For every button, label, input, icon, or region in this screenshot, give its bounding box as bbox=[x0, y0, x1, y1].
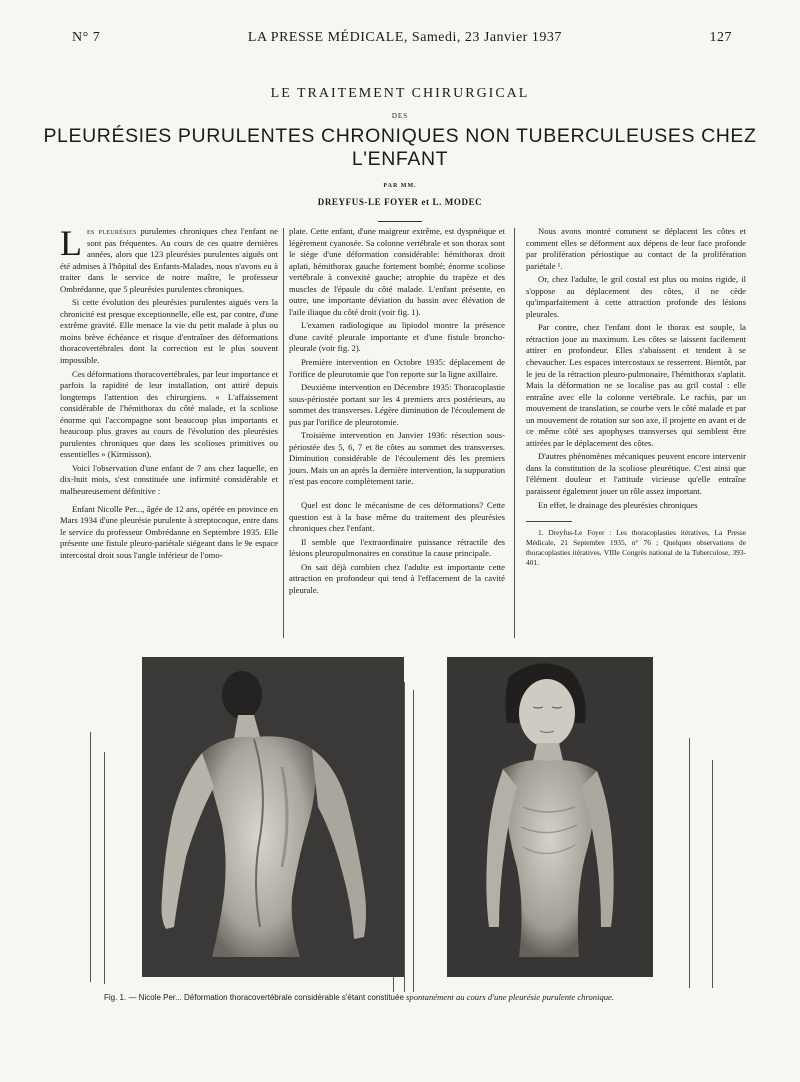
paragraph: Voici l'observation d'une enfant de 7 ans chez laquelle, en dix-huit mois, s'est constituée une infirmité considérable et malheureusement définitive : bbox=[60, 462, 278, 497]
paragraph: Quel est donc le mécanisme de ces déformations? Cette question est à la base même du traitement des pleurésies chroniques chez l'enfant. bbox=[289, 500, 505, 534]
caption-text: Fig. 1. — Nicole Per... Déformation thoracovertébrale considérable s'étant constituée bbox=[104, 993, 404, 1002]
paragraph: L'examen radiologique au lipiodol montre la présence d'une cavité pleurale importante et d'une fistule broncho-pleurale (voir fig. 2). bbox=[289, 320, 505, 354]
paragraph: Ces déformations thoracovertébrales, par leur importance et parfois la rapidité de leur installation, ont attiré depuis longtemps l'attention des chirurgiens. « L'affaissement considérable de l'hémithorax du côté malade, et la scoliose énorme qui l'accompagne sont beaucoup plus importants et beaucoup plus graves au cours de l'évolution des pleurésies purulentes chroniques que dans les scolioses primitives ou essentielles » (Kirmisson). bbox=[60, 368, 278, 460]
paragraph-text: purulentes chroniques chez l'enfant ne sont pas fréquentes. Au cours de ces quatre dernières années, alors que 123 pleurésies purulentes aiguës ont été admises à l'hôpital des Enfants-Malades, nous n'avons eu à traiter dans le service de notre maître, le professeur Ombrédanne, que 5 pleurésies purulentes chroniques. bbox=[60, 226, 278, 294]
figure-caption bbox=[104, 992, 724, 1002]
paragraph: En effet, le drainage des pleurésies chroniques bbox=[538, 499, 698, 510]
paragraph: Première intervention en Octobre 1935: déplacement de l'orifice de pleurotomie que l'on reporte sur la ligne axillaire. bbox=[289, 357, 505, 379]
paragraph: D'autres phénomènes mécaniques peuvent encore intervenir dans la constitution de la scoliose pleurétique. C'est ainsi que l'élément douleur et l'attitude vicieuse qu'elle entraîne paraissent également jouer un rôle assez important. bbox=[526, 451, 746, 497]
footnote: 1. Dreyfus-Le Foyer : Les thoracoplasties itératives, La Presse Médicale, 21 Septembre 1935, n° 76 ; Quelques observations de thoracoplasties itératives. VIIIe Congrès national de la Tuberculose, 393-401. bbox=[526, 528, 746, 568]
by-line-label: PAR MM. bbox=[383, 183, 417, 189]
figure-guide-line bbox=[413, 690, 414, 992]
paragraph: Il semble que l'extraordinaire puissance rétractile des lésions pleuropulmonaires en constitue la cause principale. bbox=[289, 536, 505, 559]
paragraph: Or, chez l'adulte, le gril costal est plus ou moins rigide, il s'oppose au déplacement des côtes, il ne cède qu'imparfaitement à cette attraction profonde des lésions pleurales. bbox=[526, 274, 746, 319]
column-divider bbox=[514, 228, 515, 638]
drop-cap: L bbox=[60, 223, 82, 263]
small-caps-lead: es pleurésies bbox=[87, 226, 137, 236]
title-line-1: LE TRAITEMENT CHIRURGICAL bbox=[270, 86, 530, 101]
figure-guide-line bbox=[689, 738, 690, 988]
front-view-figure bbox=[447, 657, 653, 977]
title-rule bbox=[378, 221, 422, 222]
title-des: DES bbox=[391, 112, 409, 120]
page-number: 127 bbox=[709, 30, 732, 45]
text-column-1 bbox=[60, 223, 278, 563]
journal-name: LA PRESSE MÉDICALE, bbox=[247, 30, 408, 45]
caption-italic: spontanément au cours d'une pleurésie purulente chronique. bbox=[403, 992, 615, 1002]
paragraph: Enfant Nicolle Per..., âgée de 12 ans, opérée en province en Mars 1934 d'une pleurésie purulente à streptocoque, entre dans le service du professeur Ombrédanne en Septembre 1935. Elle présente une fistule pleuro-pariétale siégeant dans le 9e espace intercostal droit sous l'angle inférieur de l'omo- bbox=[60, 503, 278, 560]
issue-number: N° 7 bbox=[72, 30, 101, 45]
issue-date: Samedi, 23 Janvier 1937 bbox=[411, 30, 562, 45]
back-view-figure bbox=[142, 657, 404, 977]
paragraph: On sait déjà combien chez l'adulte est importante cette attraction en profondeur qui tend à l'effacement de la cavité pleurale. bbox=[289, 561, 505, 595]
paragraph: Deuxième intervention en Décembre 1935: Thoracoplastie sous-périostée portant sur les 4 premiers arcs postérieurs, au sommet des transverses. Légère diminution de l'écoulement de pus par l'orifice de pleurotomie. bbox=[289, 382, 505, 427]
authors: DREYFUS-LE FOYER et L. MODEC bbox=[317, 197, 483, 207]
footnote-rule bbox=[526, 521, 572, 522]
article-title-block bbox=[40, 86, 760, 222]
column-divider bbox=[283, 228, 284, 638]
paragraph: plate. Cette enfant, d'une maigreur extrême, est dyspnéique et légèrement cyanosée. Sa colonne vertébrale et son thorax sont le siège d'une déformation considérable: hémithorax droit aplati, hémithorax gauche fortement bombé; énorme scoliose vertébrale à convexité gauche; atrophie du trapèze et des muscles de l'épaule du côté malade. L'enfant présente, en outre, une importante déviation du bassin avec élévation de l'aile iliaque du côté droit (voir fig. 1). bbox=[289, 226, 505, 317]
paragraph: Par contre, chez l'enfant dont le thorax est souple, la rétraction joue au maximum. Les côtes se laissent facilement attirer en profondeur. Elles s'abaissent et tendent à se chevaucher. Les espaces intercostaux se resserrent. Bientôt, par le jeu de la rétraction pleuro-pulmonaire, l'hémithorax s'aplatit. Mais la déformation ne se localise pas au gril costal : elle entraîne avec elle la colonne vertébrale. Le rachis, par un mouvement de translation, se courbe vers le côté malade et par un mouvement de rotation sur son axe, il projette en avant et de ce même côté ses apophyses transverses qui semblent être attirées par le déplacement des côtes. bbox=[526, 322, 746, 448]
figure-guide-line bbox=[404, 682, 405, 992]
figure-guide-line bbox=[104, 752, 105, 984]
photo-front-view bbox=[447, 657, 653, 977]
running-head bbox=[72, 30, 732, 46]
figure-guide-line bbox=[90, 732, 91, 982]
photo-back-view bbox=[142, 657, 404, 977]
paragraph bbox=[60, 223, 278, 295]
paragraph: Si cette évolution des pleurésies purulentes aiguës vers la chronicité est presque exceptionnelle, elle est, par contre, d'une extrême gravité. Elle menace la vie du petit malade à plus ou moins brève échéance et risque d'entraîner des déformations thoracovertébrales dont la correction est le plus souvent impossible. bbox=[60, 297, 278, 366]
paragraph: Troisième intervention en Janvier 1936: résection sous-périostée des 5, 6, 7 et 8e côtes au sommet des transverses. Diminution considérable de l'écoulement dès les premiers jours. Mais un an après la dernière intervention, la suppuration n'est pas encore complètement tarie. bbox=[289, 430, 505, 487]
figure-guide-line bbox=[712, 760, 713, 988]
journal-date bbox=[248, 30, 562, 46]
paragraph: Nous avons montré comment se déplacent les côtes et comment elles se déforment aux dépens de leur face profonde par prolifération périostique au contact de la prolifération pariétale ¹. bbox=[526, 226, 746, 271]
text-column-2 bbox=[289, 226, 505, 598]
title-line-2: PLEURÉSIES PURULENTES CHRONIQUES NON TUBERCULEUSES CHEZ L'ENFANT bbox=[43, 125, 757, 170]
text-column-3 bbox=[526, 226, 746, 570]
